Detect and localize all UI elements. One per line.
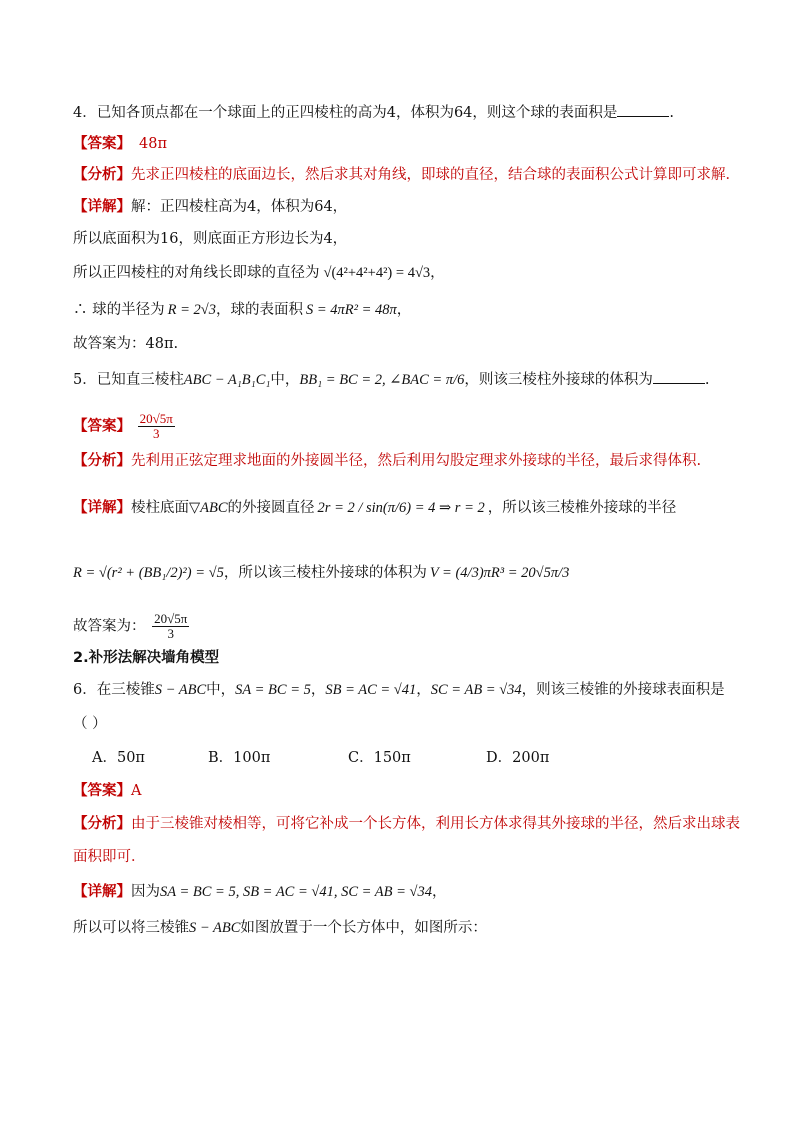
- q4-detail-1-text: 解：正四棱柱高为4，体积为64，: [131, 199, 348, 215]
- option-label: A．: [92, 750, 117, 766]
- q6-stem-b: 中，: [206, 682, 236, 698]
- option-value: 100π: [233, 750, 271, 766]
- q6-stem-a: 6．在三棱锥: [73, 682, 155, 698]
- detail-tag: 【详解】: [73, 198, 131, 215]
- q5-triangle-formula: ▽ABC: [189, 500, 228, 516]
- q6-answer: [73, 781, 141, 801]
- q5-detail-1: [73, 498, 676, 518]
- q5-answer: [73, 412, 177, 441]
- q5-detail-2b: ，所以该三棱柱外接球的体积为: [223, 565, 427, 581]
- q4-surface-text: ，球的表面积: [215, 302, 303, 318]
- fraction-numerator: 20√5π: [154, 611, 188, 626]
- option-value: 150π: [373, 750, 411, 766]
- option-a[interactable]: [92, 748, 145, 768]
- q6-detail-formula: SA = BC = 5, SB = AC = √41, SC = AB = √34: [160, 884, 432, 900]
- q5-conclusion-text: 故答案为：: [73, 618, 146, 635]
- q6-tetra-formula: S − ABC: [154, 682, 207, 698]
- q6-analysis-2: [73, 847, 146, 867]
- q5-volume-formula: V = (4/3)πR³ = 20√5π/3: [429, 565, 570, 581]
- q5-detail-1c: ，所以该三棱椎外接球的半径: [487, 500, 677, 516]
- q5-stem-b: 中，: [270, 372, 300, 388]
- q5-conclusion: [73, 612, 191, 641]
- q4-conclusion: [73, 334, 178, 354]
- q4-diagonal-formula: √(4²+4²+4²) = 4√3: [323, 265, 431, 281]
- answer-tag: 【答案】: [73, 782, 131, 799]
- q6-detail-2a: 所以可以将三棱锥: [73, 920, 189, 936]
- detail-tag: 【详解】: [73, 883, 131, 900]
- q4-answer: [73, 134, 167, 154]
- q6-detail-2: [73, 918, 487, 938]
- q5-stem-a: 5．已知直三棱柱: [73, 372, 184, 388]
- answer-tag: 【答案】: [73, 135, 131, 152]
- q6-paren: （ ）: [73, 716, 107, 732]
- q4-stem-text: 4．已知各顶点都在一个球面上的正四棱柱的高为4，体积为64，则这个球的表面积是: [73, 105, 618, 121]
- option-label: B．: [208, 750, 234, 766]
- q4-detail-4: ∴ 球的半径为 R = 2√3，球的表面积 S = 4πR² = 48π，: [73, 302, 412, 318]
- option-c[interactable]: [348, 748, 411, 768]
- q5-answer-fraction: [138, 412, 175, 441]
- q4-radius-formula: R = 2√3: [167, 302, 216, 318]
- q5-detail-2: [73, 563, 569, 583]
- option-b[interactable]: [208, 748, 270, 768]
- q6-analysis-text-2: 面积即可．: [73, 849, 146, 865]
- q6-stem: 6．在三棱锥S − ABC中，SA = BC = 5，SB = AC = √41，SC = AB = √34，则该三棱锥的外接球表面积是: [73, 682, 725, 698]
- q6-detail-2b: 如图放置于一个长方体中，如图所示：: [240, 920, 487, 936]
- q6-tetra-formula-2: S − ABC: [189, 920, 241, 936]
- q4-stem: 4．已知各顶点都在一个球面上的正四棱柱的高为4，体积为64，则这个球的表面积是 .: [73, 105, 675, 121]
- analysis-tag: 【分析】: [73, 452, 131, 469]
- q6-cond-1: SA = BC = 5: [235, 682, 311, 698]
- analysis-tag: 【分析】: [73, 166, 131, 183]
- option-label: D．: [486, 750, 513, 766]
- q5-conclusion-fraction: [152, 612, 189, 641]
- fraction-denominator: 3: [152, 426, 160, 441]
- q5-detail-1a: 棱柱底面: [131, 500, 189, 516]
- q4-detail-2: [73, 229, 347, 249]
- answer-blank: [653, 370, 705, 384]
- option-value: 200π: [512, 750, 550, 766]
- q4-detail-3: 所以正四棱柱的对角线长即球的直径为 √(4²+4²+4²) = 4√3，: [73, 265, 445, 281]
- q4-detail-2-text: 所以底面积为16，则底面正方形边长为4，: [73, 231, 348, 247]
- option-value: 50π: [116, 750, 145, 766]
- q6-analysis-1: [73, 814, 740, 834]
- q5-analysis: [73, 451, 701, 471]
- q4-detail-3-text: 所以正四棱柱的对角线长即球的直径为: [73, 265, 320, 281]
- q4-surface-formula: S = 4πR² = 48π: [305, 302, 397, 318]
- q6-analysis-text-1: 由于三棱锥对棱相等，可将它补成一个长方体，利用长方体求得其外接球的半径，然后求出球表: [131, 816, 740, 832]
- answer-tag: 【答案】: [73, 417, 131, 435]
- q5-prism-formula: ABC − A₁B₁C₁: [183, 372, 271, 388]
- detail-tag: 【详解】: [73, 499, 131, 516]
- q4-detail-1: [73, 197, 347, 217]
- section-title: 2.补形法解决墙角模型: [73, 650, 220, 666]
- analysis-tag: 【分析】: [73, 815, 131, 832]
- q5-circumdiameter-formula: 2r = 2 / sin(π/6) = 4 ⇒ r = 2: [317, 500, 485, 516]
- fraction-denominator: 3: [167, 626, 174, 641]
- q6-cond-3: SC = AB = √34: [430, 682, 522, 698]
- q4-answer-value: 48π: [139, 136, 167, 152]
- q6-stem-d: ，则该三棱锥的外接球表面积是: [521, 682, 725, 698]
- answer-blank: [617, 103, 669, 117]
- q5-detail-1b: 的外接圆直径: [227, 500, 315, 516]
- q5-radius-formula: R = √(r² + (BB₁/2)²) = √5: [73, 565, 224, 581]
- q5-condition-formula: BB₁ = BC = 2, ∠BAC = π/6: [299, 372, 465, 388]
- q5-stem-c: ，则该三棱柱外接球的体积为: [464, 372, 653, 388]
- q4-analysis: [73, 165, 740, 185]
- option-label: C．: [348, 750, 374, 766]
- q4-analysis-text: 先求正四棱柱的底面边长，然后求其对角线，即球的直径，结合球的表面积公式计算即可求解．: [131, 167, 740, 183]
- q4-conclusion-text: 故答案为：48π.: [73, 336, 179, 352]
- fraction-numerator: 20√5π: [139, 411, 173, 426]
- q6-cond-2: SB = AC = √41: [325, 682, 417, 698]
- q6-detail-1a: 因为: [131, 884, 160, 900]
- option-d[interactable]: [486, 748, 549, 768]
- q6-detail-1: 【详解】因为SA = BC = 5, SB = AC = √41, SC = AB = √34，: [73, 883, 447, 900]
- q4-radius-text: ∴ 球的半径为: [73, 302, 165, 318]
- q5-analysis-text: 先利用正弦定理求地面的外接圆半径，然后利用勾股定理求外接球的半径，最后求得体积.: [131, 453, 702, 469]
- q6-answer-value: A: [131, 783, 142, 799]
- q5-stem: 5．已知直三棱柱ABC − A₁B₁C₁中，BB₁ = BC = 2, ∠BAC = π/6，则该三棱柱外接球的体积为 .: [73, 372, 710, 388]
